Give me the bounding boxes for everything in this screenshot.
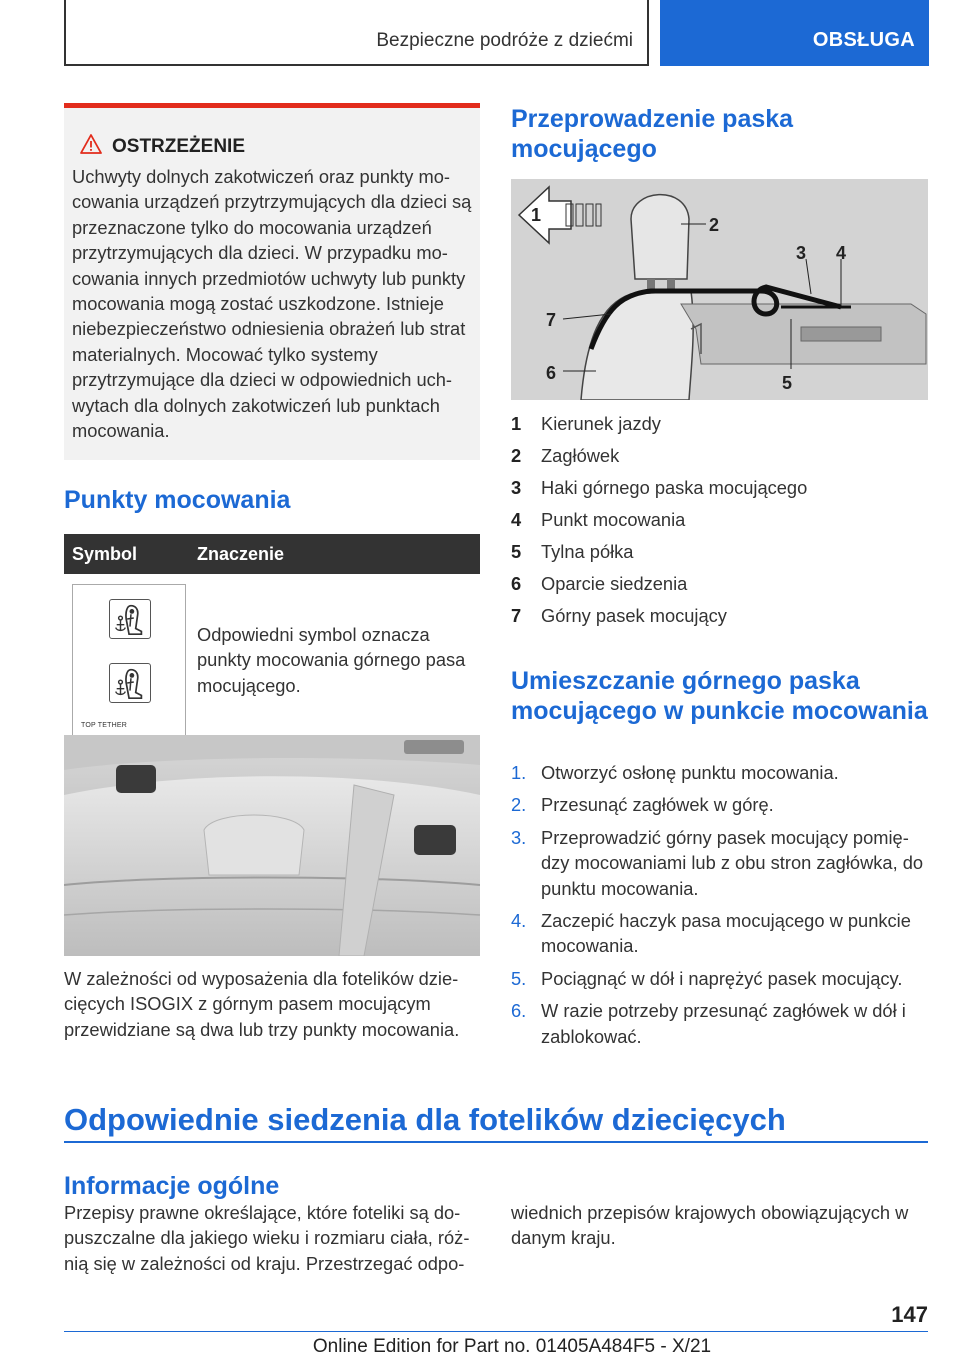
chapter-tab (660, 0, 929, 66)
page-header (64, 0, 929, 66)
placing-heading: Umieszczanie górnego paska mocującego w punkcie mocowania (511, 667, 928, 725)
rear-seat-photo (64, 735, 480, 956)
section-tab (64, 0, 649, 66)
chapter-title: OBSŁUGA (812, 29, 915, 51)
list-item: 6 Oparcie siedzenia (511, 573, 688, 594)
page-number: 147 (891, 1302, 928, 1327)
general-info-heading: Informacje ogólne (64, 1172, 280, 1200)
list-item: 3. Przeprowadzić górny pasek mocujący pomię‐dzy mocowaniami lub z obu stron zagłówka, do punktu mocowania. (511, 826, 924, 899)
list-item: 1 Kierunek jazdy (511, 413, 661, 434)
col-symbol: Symbol (72, 544, 138, 564)
warning-text: Uchwyty dolnych zakotwiczeń oraz punkty mo‐cowania urządzeń przytrzymujących dla dzieci są przeznaczone tylko do mocowania urządzeń przytrzymujących dla dzieci. W przypadku mo‐cowania innych przedmiotów uchwyty lub punkty mocowania mogą zostać uszkodzone. Istnieje niebezpieczeństwo odniesienia obrażeń lub strat materialnych. Mocować tylko systemy przytrzymujące dla dzieci w odpowiednich uch‐wytach dla dolnych zakotwiczeń lub punktach mocowania. (72, 166, 472, 442)
diagram-label-7: 7 (546, 310, 557, 330)
diagram-label-6: 6 (546, 363, 557, 383)
list-item: 1. Otworzyć osłonę punktu mocowania. (511, 762, 839, 783)
list-item: 5. Pociągnąć w dół i naprężyć pasek mocujący. (511, 967, 903, 989)
symbol-caption: TOP TETHER (81, 722, 127, 729)
warning-box (64, 103, 480, 460)
section-title: Bezpieczne podróże z dziećmi (376, 30, 633, 51)
routing-heading: Przeprowadzenie paska mocującego (511, 105, 794, 163)
table-row (64, 574, 480, 750)
warning-triangle-icon (80, 134, 102, 154)
list-item: 4 Punkt mocowania (511, 509, 686, 530)
list-item: 6. W razie potrzeby przesunąć zagłówek w dół i zablokować. (511, 1000, 906, 1047)
child-seat-anchor-icon (109, 599, 151, 639)
col-meaning: Znaczenie (197, 544, 285, 564)
points-heading: Punkty mocowania (64, 486, 291, 514)
diagram-label-4: 4 (836, 243, 847, 263)
list-item: 4. Zaczepić haczyk pasa mocującego w punkcie mocowania. (511, 910, 911, 957)
warning-title: OSTRZEŻENIE (112, 136, 246, 157)
footer-rule (64, 1331, 928, 1332)
diagram-label-1: 1 (531, 205, 542, 225)
list-item: 7 Górny pasek mocujący (511, 605, 727, 626)
placing-steps (511, 760, 928, 1056)
diagram-legend (511, 410, 928, 634)
table-header (64, 534, 480, 574)
general-info-text-right: wiednich przepisów krajowych obowiązujących w danym kraju. (511, 1202, 909, 1249)
section-heading: Odpowiednie siedzenia dla fotelików dziecięcych (64, 1102, 786, 1137)
list-item: 2 Zagłówek (511, 445, 620, 466)
footer-text: Online Edition for Part no. 01405A484F5 - X/21 (312, 1336, 712, 1357)
diagram-label-3: 3 (796, 243, 807, 263)
list-item: 3 Haki górnego paska mocującego (511, 477, 808, 498)
diagram-label-2: 2 (709, 215, 720, 235)
symbol-box (72, 584, 186, 738)
list-item: 5 Tylna półka (511, 541, 634, 562)
photo-caption: W zależności od wyposażenia dla fotelików dzie‐cięcych ISOGIX z górnym pasem mocującym przewidziane są dwa lub trzy punkty mocowania. (64, 968, 460, 1040)
heading-rule (64, 1141, 928, 1143)
tether-routing-diagram (511, 179, 928, 400)
symbol-meaning: Odpowiedni symbol oznacza punkty mocowania górnego pasa mocującego. (197, 624, 466, 696)
symbol-table (64, 534, 480, 750)
list-item: 2. Przesunąć zagłówek w górę. (511, 794, 774, 816)
child-seat-anchor-icon (109, 663, 151, 703)
diagram-label-5: 5 (782, 373, 793, 393)
general-info-text-left: Przepisy prawne określające, które foteliki są do‐puszczalne dla jakiego wieku i rozmiaru ciała, róż‐nią się w zależności od kraju. Przestrzegać odpo‐ (64, 1202, 470, 1274)
